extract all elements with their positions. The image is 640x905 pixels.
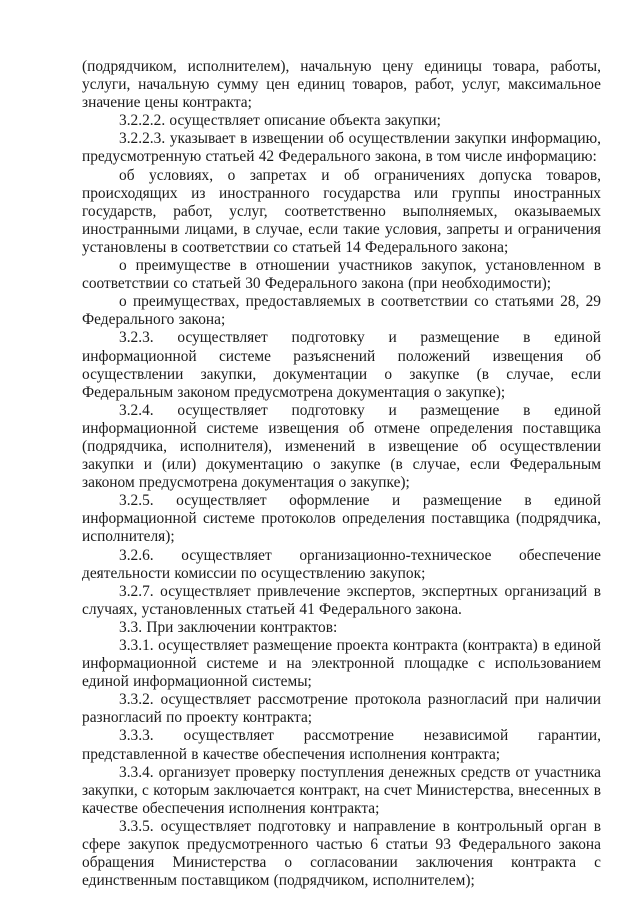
paragraph-2: 3.2.2.2. осуществляет описание объекта закупки; <box>119 112 441 130</box>
paragraph-16: 3.3.4. организует проверку поступления денежных средств от участника закупки, с которым заключается контракт, на счет Министерства, внесенных в качестве обеспечения исполнения контракта; <box>82 763 601 817</box>
paragraph-9: 3.2.5. осуществляет оформление и размещение в единой информационной системе протоколов определения поставщика (подрядчика, исполнителя); <box>82 492 601 546</box>
document-page <box>82 58 601 890</box>
paragraph-3: 3.2.2.3. указывает в извещении об осуществлении закупки информацию, предусмотренную статьей 42 Федерального закона, в том числе информацию: <box>82 130 601 166</box>
paragraph-13: 3.3.1. осуществляет размещение проекта контракта (контракта) в единой информационной системе и на электронной площадке с использованием единой информационной системы; <box>82 637 601 691</box>
paragraph-8: 3.2.4. осуществляет подготовку и размещение в единой информационной системе извещения об отмене определения поставщика (подрядчика, исполнителя), изменений в извещение об осуществлении закупки и (или) документацию о закупке (в случае, если Федеральным законом предусмотрена документация о закупке); <box>82 401 601 492</box>
paragraph-10: 3.2.6. осуществляет организационно-техническое обеспечение деятельности комиссии по осуществлению закупок; <box>82 546 601 582</box>
paragraph-5: о преимуществе в отношении участников закупок, установленном в соответствии со статьей 30 Федерального закона (при необходимости); <box>82 257 601 293</box>
paragraph-4: об условиях, о запретах и об ограничениях допуска товаров, происходящих из иностранного государства или группы иностранных государств, работ, услуг, соответственно выполняемых, оказываемых иностранными лицами, в случае, если такие условия, запреты и ограничения установлены в соответствии со статьей 14 Федерального закона; <box>82 166 601 256</box>
paragraph-17: 3.3.5. осуществляет подготовку и направление в контрольный орган в сфере закупок предусмотренного частью 6 статьи 93 Федерального закона обращения Министерства о согласовании заключения контракта с единственным поставщиком (подрядчиком, исполнителем); <box>82 817 601 890</box>
paragraph-6: о преимуществах, предоставляемых в соответствии со статьями 28, 29 Федерального закона; <box>82 293 601 329</box>
paragraph-11: 3.2.7. осуществляет привлечение экспертов, экспертных организаций в случаях, установленных статьей 41 Федерального закона. <box>82 582 601 618</box>
paragraph-1: (подрядчиком, исполнителем), начальную цену единицы товара, работы, услуги, начальную сумму цен единиц товаров, работ, услуг, максимальное значение цены контракта; <box>82 58 601 112</box>
paragraph-14: 3.3.2. осуществляет рассмотрение протокола разногласий при наличии разногласий по проекту контракта; <box>82 691 601 727</box>
paragraph-7: 3.2.3. осуществляет подготовку и размещение в единой информационной системе разъяснений положений извещения об осуществлении закупки, документации о закупке (в случае, если Федеральным законом предусмотрена документация о закупке); <box>82 329 601 401</box>
paragraph-12: 3.3. При заключении контрактов: <box>119 618 338 636</box>
paragraph-15: 3.3.3. осуществляет рассмотрение независимой гарантии, представленной в качестве обеспечения исполнения контракта; <box>82 727 601 763</box>
